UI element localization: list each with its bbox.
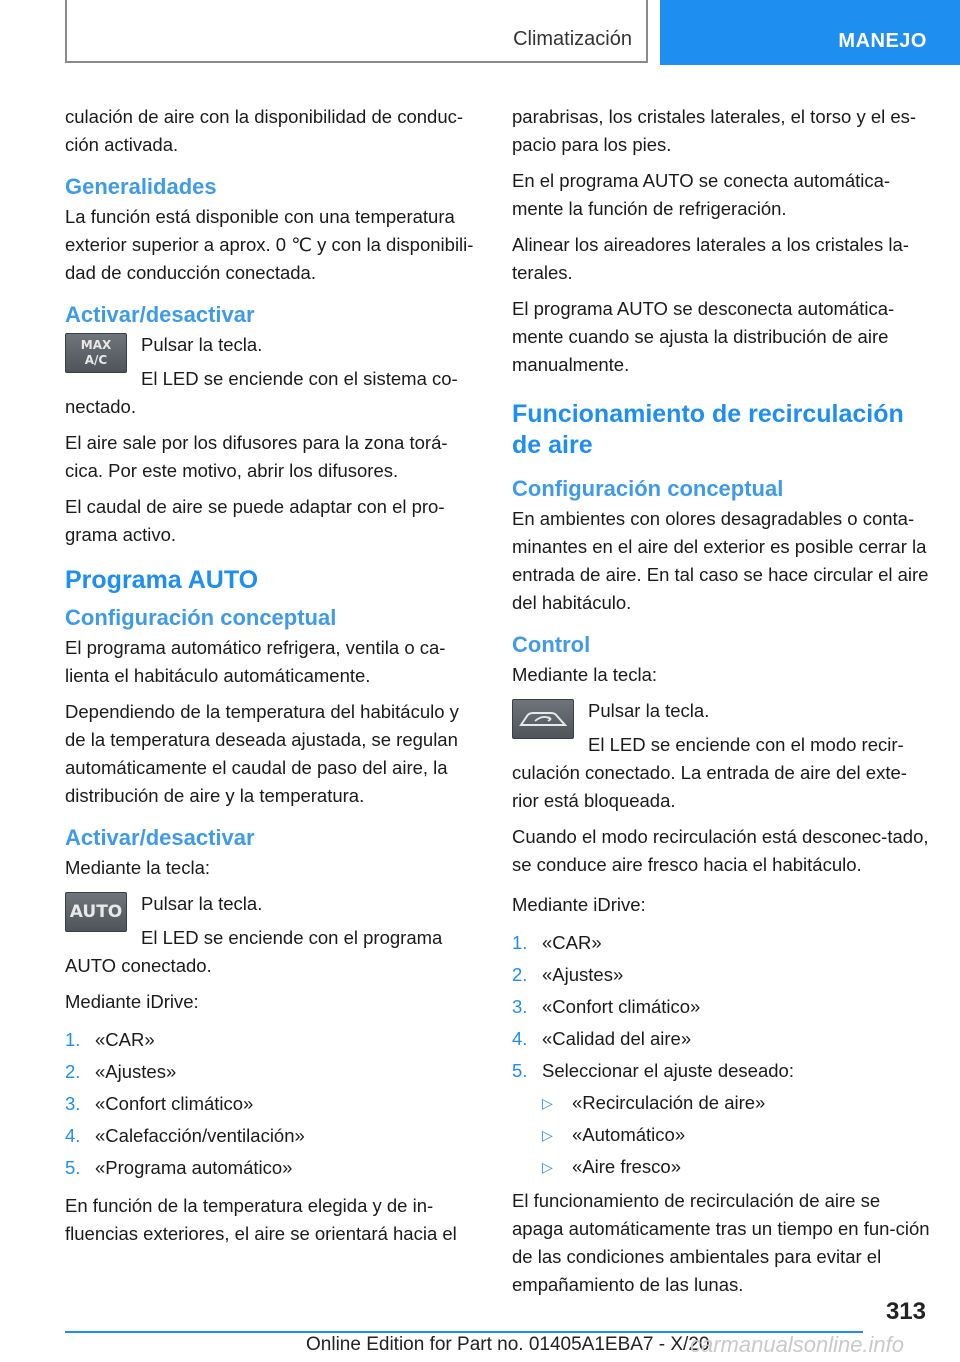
triangle-bullet-icon: ▷ <box>542 1127 553 1143</box>
header-chapter-label: MANEJO <box>838 30 927 52</box>
list-item: ▷ «Aire fresco» <box>542 1151 930 1183</box>
paragraph-auto-1: El programa automático refrigera, ventila o ca-lienta el habitáculo automáticamente. <box>65 637 446 686</box>
paragraph-continuation: parabrisas, los cristales laterales, el torso y el es-pacio para los pies. <box>512 106 917 155</box>
paragraph-alinear: Alinear los aireadores laterales a los cristales la-terales. <box>512 234 909 283</box>
recirculation-press-key: Pulsar la tecla. <box>588 700 710 721</box>
auto-key-row <box>65 890 483 980</box>
max-ac-icon-label-top: MAX <box>80 338 112 352</box>
heading-activar-desactivar-auto: Activar/desactivar <box>65 825 255 850</box>
triangle-bullet-icon: ▷ <box>542 1159 553 1175</box>
list-item: 3. «Confort climático» <box>512 996 701 1017</box>
triangle-bullet-icon: ▷ <box>542 1095 553 1111</box>
list-item: 3. «Confort climático» <box>65 1093 254 1114</box>
max-ac-press-key: Pulsar la tecla. <box>141 334 263 355</box>
paragraph-mediante-tecla-2: Mediante la tecla: <box>512 664 658 685</box>
idrive-steps-recirculation <box>512 927 930 1087</box>
header-section-title: Climatización <box>513 28 632 50</box>
page-number: 313 <box>885 1298 926 1325</box>
auto-key-icon <box>65 892 127 932</box>
paragraph-caudal: El caudal de aire se puede adaptar con el pro-grama activo. <box>65 496 445 545</box>
paragraph-auto-refrigeracion: En el programa AUTO se conecta automática-mente la función de refrigeración. <box>512 170 891 219</box>
auto-led-text: El LED se enciende con el programa AUTO conectado. <box>65 927 443 976</box>
paragraph-auto-desconecta: El programa AUTO se desconecta automática-mente cuando se ajusta la distribución de aire manualmente. <box>512 298 895 375</box>
paragraph-desconectado: Cuando el modo recirculación está desconec-tado, se conduce aire fresco hacia el habitáculo. <box>512 826 929 875</box>
paragraph-ambientes: En ambientes con olores desagradables o conta-minantes en el aire del exterior es posible cerrar la entrada de aire. En tal caso se hace circular el aire del habitáculo. <box>512 508 929 613</box>
heading-configuracion-conceptual: Configuración conceptual <box>65 605 337 630</box>
list-item: 5. «Programa automático» <box>65 1157 293 1178</box>
auto-icon-label: AUTO <box>69 902 123 922</box>
paragraph-generalidades: La función está disponible con una temperatura exterior superior a aprox. 0 ℃ y con la disponibili-dad de conducción conectada. <box>65 206 474 283</box>
recirculation-options <box>542 1087 930 1183</box>
recirculation-led-text: El LED se enciende con el modo recir-culación conectado. La entrada de aire del exte-rior está bloqueada. <box>512 734 907 811</box>
paragraph-final-right: El funcionamiento de recirculación de aire se apaga automáticamente tras un tiempo en fun-ción de las condiciones ambientales para evitar el empañamiento de las lunas. <box>512 1190 930 1295</box>
recirculation-key-row <box>512 697 930 815</box>
list-item: 1. «CAR» <box>512 932 602 953</box>
list-item: 1. «CAR» <box>65 1029 155 1050</box>
recirculation-key-icon <box>512 699 574 739</box>
heading-configuracion-conceptual-2: Configuración conceptual <box>512 476 784 501</box>
heading-control: Control <box>512 632 591 657</box>
list-item: 4. «Calidad del aire» <box>512 1028 692 1049</box>
max-ac-key-icon <box>65 333 127 373</box>
paragraph-aire-sale: El aire sale por los difusores para la zona torá-cica. Por este motivo, abrir los difusores. <box>65 432 448 481</box>
car-recirculation-icon <box>513 700 573 738</box>
paragraph-auto-2: Dependiendo de la temperatura del habitáculo y de la temperatura deseada ajustada, se regulan automáticamente el caudal de paso del aire, la distribución de aire y la temperatura. <box>65 701 459 806</box>
heading-generalidades: Generalidades <box>65 174 217 199</box>
max-ac-key-row <box>65 331 483 421</box>
list-item: 2. «Ajustes» <box>65 1061 177 1082</box>
list-item: 2. «Ajustes» <box>512 964 624 985</box>
header-chapter-tab <box>660 0 960 65</box>
idrive-steps-auto <box>65 1024 483 1184</box>
paragraph-final-left: En función de la temperatura elegida y de in-fluencias exteriores, el aire se orientará hacia el <box>65 1195 457 1244</box>
heading-funcionamiento-recirculacion: Funcionamiento de recirculación de aire <box>512 400 904 459</box>
edition-text: Online Edition for Part no. 01405A1EBA7 - X/20 <box>306 1334 710 1355</box>
list-item: 4. «Calefacción/ventilación» <box>65 1125 305 1146</box>
auto-press-key: Pulsar la tecla. <box>141 893 263 914</box>
list-item: 5. Seleccionar el ajuste deseado: <box>512 1060 794 1081</box>
paragraph-mediante-tecla: Mediante la tecla: <box>65 857 211 878</box>
list-item: ▷ «Automático» <box>542 1119 930 1151</box>
paragraph-mediante-idrive: Mediante iDrive: <box>65 991 199 1012</box>
paragraph-mediante-idrive-2: Mediante iDrive: <box>512 894 646 915</box>
heading-activar-desactivar: Activar/desactivar <box>65 302 255 327</box>
watermark: carmanualsonline.info <box>690 1332 905 1357</box>
left-column <box>65 103 483 1256</box>
right-column <box>512 103 930 1307</box>
intro-paragraph: culación de aire con la disponibilidad de conduc-ción activada. <box>65 106 464 155</box>
heading-programa-auto: Programa AUTO <box>65 566 259 594</box>
max-ac-led-text: El LED se enciende con el sistema co-nectado. <box>65 368 458 417</box>
header-section-box <box>65 0 648 63</box>
list-item: ▷ «Recirculación de aire» <box>542 1087 930 1119</box>
max-ac-icon-label-bottom: A/C <box>84 353 108 367</box>
